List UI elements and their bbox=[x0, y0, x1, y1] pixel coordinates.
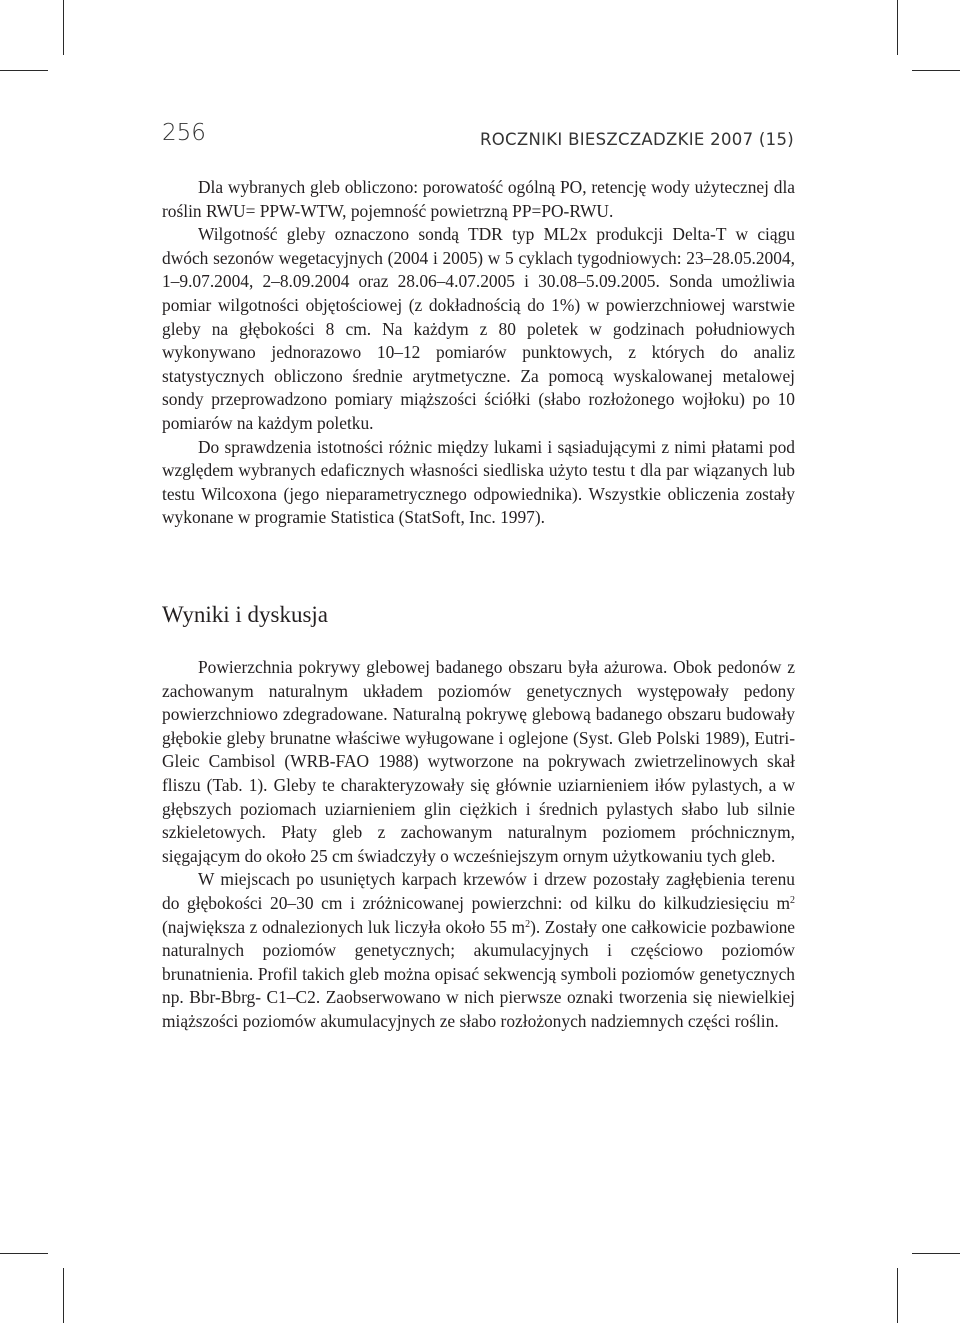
superscript: 2 bbox=[790, 894, 795, 906]
text-run: (największa z odnalezionych luk liczyła około 55 m bbox=[162, 916, 526, 937]
superscript: 2 bbox=[525, 918, 531, 930]
crop-mark-bottom-right bbox=[897, 1268, 898, 1323]
methods-text bbox=[162, 176, 795, 530]
text-run: W miejscach po usuniętych karpach krzewów i drzew pozostały zagłębienia terenu do głębokości 20–30 cm i zróżnicowanej powierzchni: od kilku do kilkudziesięciu m bbox=[162, 869, 795, 913]
text-run: ). Zostały one całkowicie pozbawione naturalnych poziomów genetycznych; akumulacyjnych i częściowo poziomów brunatnienia. Profil takich gleb można opisać sekwencją symboli poziomów genetycznych np. Bbr-Bbrg- C1–C2. Zaobserwowano w nich pierwsze oznaki tworzenia się niewielkiej miąższości poziomów akumulacyjnych ze słabo rozłożonych nadziemnych części roślin. bbox=[162, 916, 795, 1031]
crop-mark-top-right bbox=[897, 0, 898, 55]
paragraph bbox=[162, 868, 795, 1033]
paragraph: Wilgotność gleby oznaczono sondą TDR typ ML2x produkcji Delta-T w ciągu dwóch sezonów wegetacyjnych (2004 i 2005) w 5 cyklach tygodniowych: 23–28.05.2004, 1–9.07.2004, 2–8.09.2004 oraz 28.06–4.07.2005 i 30.08–5.09.2005. Sonda umożliwia pomiar wilgotności objętościowej (z dokładnością do 1%) w powierzchniowej warstwie gleby na głębokości 8 cm. Na każdym z 80 poletek w godzinach południowych wykonywano jednorazowo 10–12 pomiarów punktowych, z których do analiz statystycznych obliczono średnie arytmetyczne. Za pomocą wyskalowanej metalowej sondy przeprowadzono pomiary miąższości ściółki (słabo rozłożonego wojłoku) po 10 pomiarów na każdym poletku. bbox=[162, 224, 795, 433]
crop-mark-bottom-left bbox=[63, 1268, 64, 1323]
crop-mark-bottom-right-h bbox=[912, 1253, 960, 1254]
results-text bbox=[162, 656, 795, 1034]
page-number: 256 bbox=[162, 120, 206, 146]
crop-mark-top-left-h bbox=[0, 70, 48, 71]
section-heading: Wyniki i dyskusja bbox=[162, 602, 328, 627]
crop-mark-top-right-h bbox=[912, 70, 960, 71]
crop-mark-bottom-left-h bbox=[0, 1253, 48, 1254]
running-header: ROCZNIKI BIESZCZADZKIE 2007 (15) bbox=[480, 130, 794, 149]
paragraph: Do sprawdzenia istotności różnic między lukami i sąsiadującymi z nimi płatami pod względem wybranych edaficznych własności siedliska użyto testu t dla par wiązanych lub testu Wilcoxona (jego nieparametrycznego odpowiednika). Wszystkie obliczenia zostały wykonane w programie Statistica (StatSoft, Inc. 1997). bbox=[162, 436, 795, 528]
paragraph: Powierzchnia pokrywy glebowej badanego obszaru była ażurowa. Obok pedonów z zachowanym naturalnym układem poziomów genetycznych występowały pedony powierzchniowo zdegradowane. Naturalną pokrywę glebową badanego obszaru budowały głębokie gleby brunatne właściwe wyługowane i oglejone (Syst. Gleb Polski 1989), Eutri-Gleic Cambisol (WRB-FAO 1988) wytworzone na pokrywach zwietrzelinowych skał fliszu (Tab. 1). Gleby te charakteryzowały się głównie uziarnieniem iłów pylastych, a w głębszych poziomach uziarnieniem glin ciężkich i średnich pylastych słabo lub silnie szkieletowych. Płaty gleb z zachowanym naturalnym poziomem próchnicznym, sięgającym do około 25 cm świadczyły o wcześniejszym ornym użytkowaniu tych gleb. bbox=[162, 657, 795, 866]
crop-mark-top-left bbox=[63, 0, 64, 55]
paragraph: Dla wybranych gleb obliczono: porowatość ogólną PO, retencję wody użytecznej dla roślin RWU= PPW-WTW, pojemność powietrzną PP=PO-RWU. bbox=[162, 177, 795, 221]
